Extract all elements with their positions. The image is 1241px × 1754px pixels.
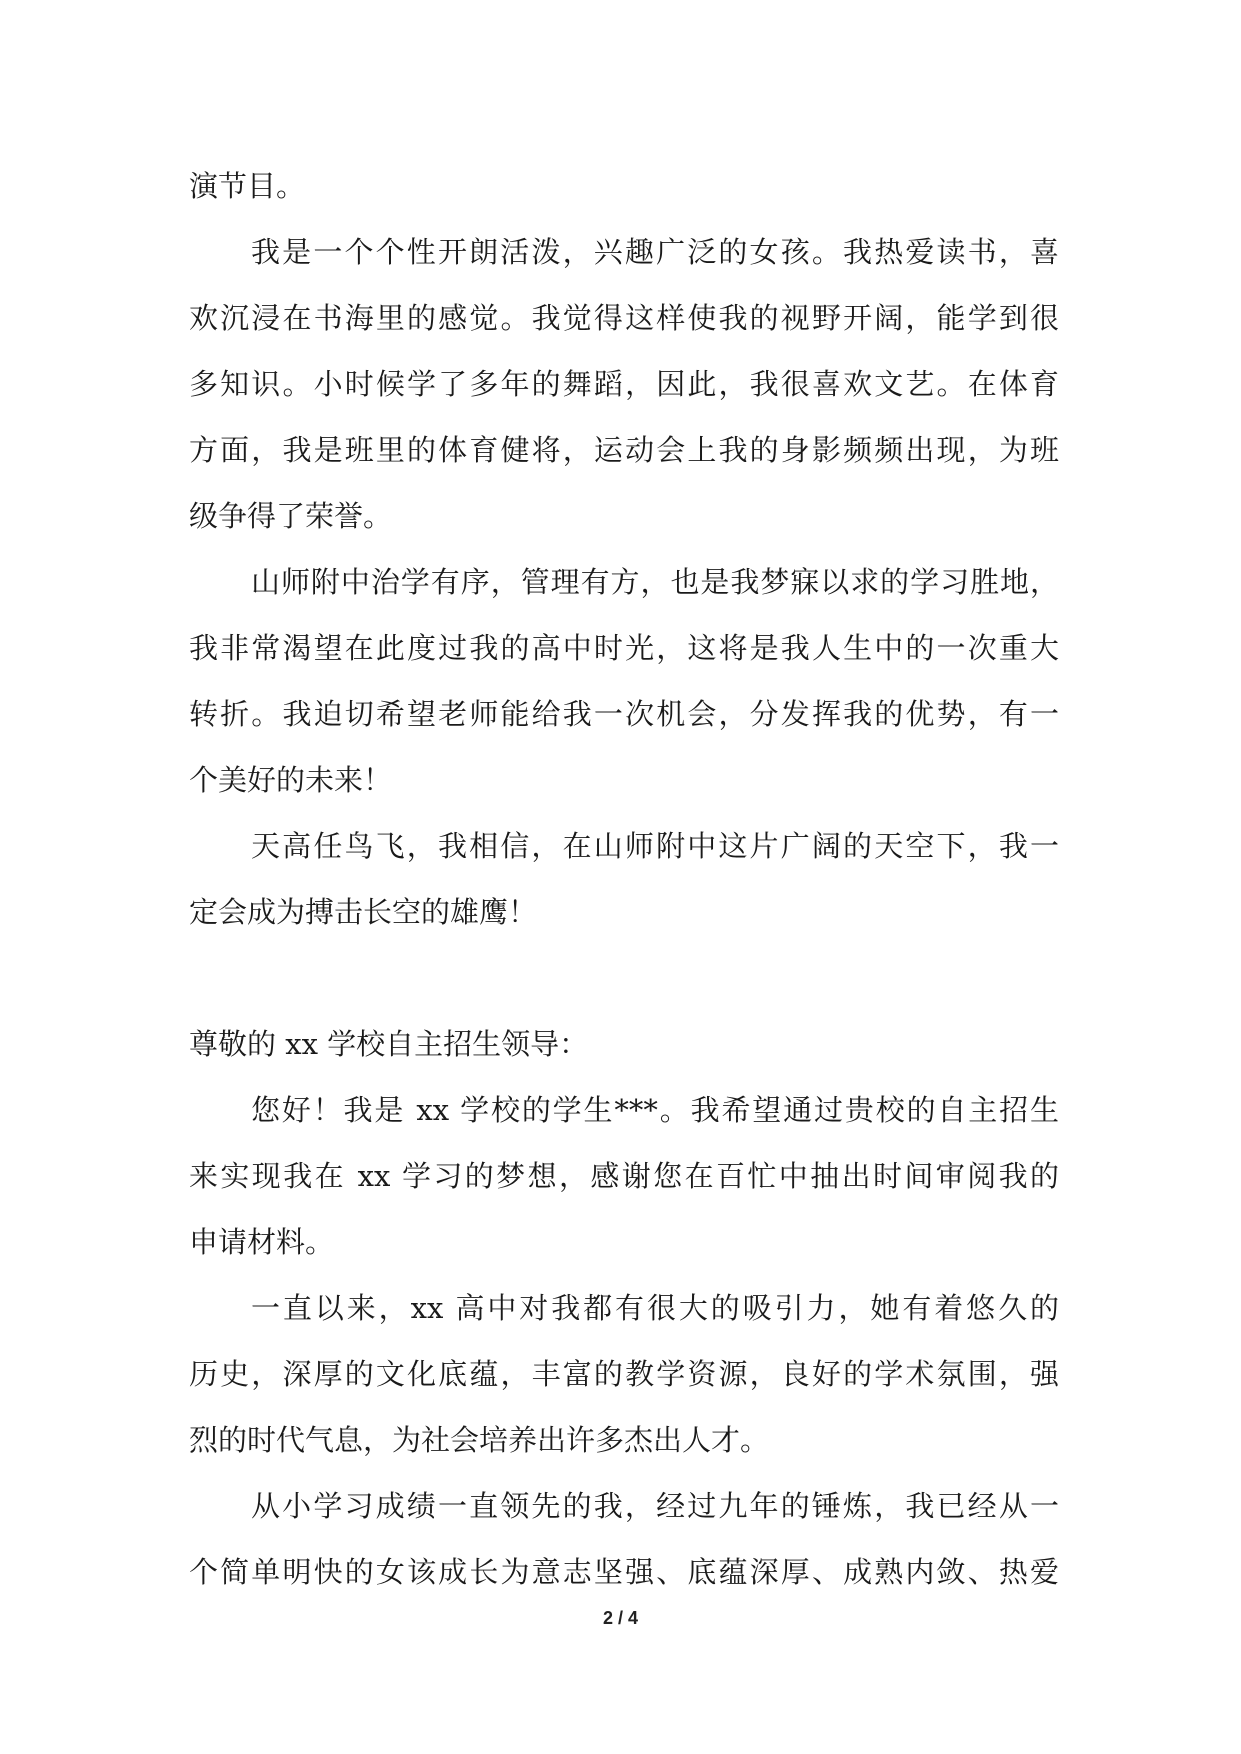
text-line: 个美好的未来！ [189, 763, 393, 797]
text-line: 方面，我是班里的体育健将，运动会上我的身影频频出现，为班 [189, 433, 1059, 467]
text-line: 演节目。 [189, 169, 306, 203]
text-line: 一直以来，xx 高中对我都有很大的吸引力，她有着悠久的 [251, 1291, 1059, 1325]
text-line: 级争得了荣誉。 [189, 499, 393, 533]
text-line: 多知识。小时候学了多年的舞蹈，因此，我很喜欢文艺。在体育 [189, 367, 1059, 401]
text-line: 申请材料。 [189, 1225, 335, 1259]
salutation: 尊敬的 xx 学校自主招生领导： [189, 1027, 589, 1061]
text-line: 您好！我是 xx 学校的学生***。我希望通过贵校的自主招生 [251, 1093, 1059, 1127]
text-line: 山师附中治学有序，管理有方，也是我梦寐以求的学习胜地， [251, 565, 1059, 599]
text-line: 从小学习成绩一直领先的我，经过九年的锤炼，我已经从一 [251, 1489, 1059, 1523]
text-line: 转折。我迫切希望老师能给我一次机会，分发挥我的优势，有一 [189, 697, 1059, 731]
text-line: 我是一个个性开朗活泼，兴趣广泛的女孩。我热爱读书，喜 [251, 235, 1059, 269]
text-line: 我非常渴望在此度过我的高中时光，这将是我人生中的一次重大 [189, 631, 1059, 665]
text-line: 个简单明快的女该成长为意志坚强、底蕴深厚、成熟内敛、热爱 [189, 1555, 1059, 1589]
page-number: 2 / 4 [602, 1608, 639, 1628]
text-line: 欢沉浸在书海里的感觉。我觉得这样使我的视野开阔，能学到很 [189, 301, 1059, 335]
text-line: 定会成为搏击长空的雄鹰！ [189, 895, 538, 929]
text-line: 天高任鸟飞，我相信，在山师附中这片广阔的天空下，我一 [251, 829, 1059, 863]
text-line: 历史，深厚的文化底蕴，丰富的教学资源，良好的学术氛围，强 [189, 1357, 1059, 1391]
text-line: 来实现我在 xx 学习的梦想，感谢您在百忙中抽出时间审阅我的 [189, 1159, 1059, 1193]
text-line: 烈的时代气息，为社会培养出许多杰出人才。 [189, 1423, 770, 1457]
